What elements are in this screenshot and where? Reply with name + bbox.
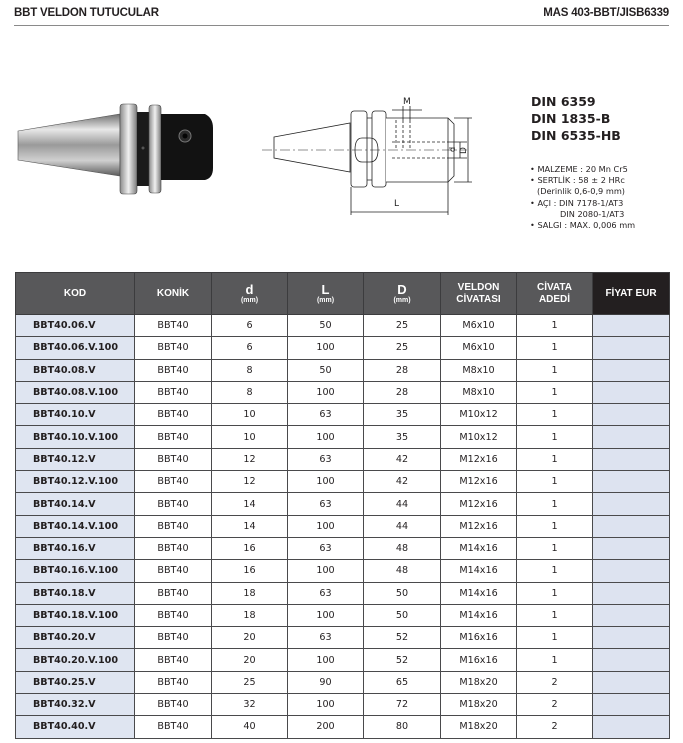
cell-count: 2 (517, 716, 593, 738)
cell-taper: BBT40 (135, 649, 212, 671)
cell-l: 50 (288, 315, 364, 337)
cell-count: 2 (517, 671, 593, 693)
cell-price[interactable] (593, 582, 670, 604)
cell-d-outer: 35 (364, 426, 441, 448)
cell-d-outer: 80 (364, 716, 441, 738)
cell-l: 63 (288, 448, 364, 470)
cell-count: 1 (517, 426, 593, 448)
cell-taper: BBT40 (135, 582, 212, 604)
spec-item-material: • MALZEME : 20 Mn Cr5 (530, 164, 628, 174)
cell-price[interactable] (593, 359, 670, 381)
cell-screw: M14x16 (441, 537, 517, 559)
cell-screw: M16x16 (441, 649, 517, 671)
cell-d-outer: 42 (364, 448, 441, 470)
cell-code: BBT40.25.V (16, 671, 135, 693)
cell-d: 14 (212, 493, 288, 515)
table-row (16, 315, 670, 337)
table-header-row (16, 273, 670, 315)
cell-d-outer: 52 (364, 649, 441, 671)
cell-code: BBT40.14.V (16, 493, 135, 515)
cell-taper: BBT40 (135, 515, 212, 537)
cell-count: 1 (517, 560, 593, 582)
dim-label-d-large: D (459, 147, 469, 154)
cell-d: 20 (212, 649, 288, 671)
cell-screw: M8x10 (441, 359, 517, 381)
cell-price[interactable] (593, 448, 670, 470)
table-row (16, 359, 670, 381)
cell-d-outer: 44 (364, 515, 441, 537)
drawing-taper (274, 123, 350, 172)
cell-taper: BBT40 (135, 471, 212, 493)
flange-1 (120, 104, 137, 194)
cell-count: 1 (517, 537, 593, 559)
flange-2 (149, 105, 161, 193)
cell-l: 63 (288, 627, 364, 649)
cell-code: BBT40.18.V (16, 582, 135, 604)
cell-l: 50 (288, 359, 364, 381)
cell-d: 40 (212, 716, 288, 738)
cell-l: 63 (288, 582, 364, 604)
table-row (16, 716, 670, 738)
cell-price[interactable] (593, 537, 670, 559)
dim-label-m: M (403, 97, 411, 107)
cell-d: 12 (212, 448, 288, 470)
cell-d: 32 (212, 694, 288, 716)
cell-d-outer: 50 (364, 582, 441, 604)
cell-taper: BBT40 (135, 381, 212, 403)
cell-d: 10 (212, 404, 288, 426)
col-header-taper: KONİK (135, 273, 212, 315)
cell-count: 1 (517, 515, 593, 537)
table-row (16, 604, 670, 626)
cell-code: BBT40.16.V (16, 537, 135, 559)
cell-screw: M16x16 (441, 627, 517, 649)
cell-d: 14 (212, 515, 288, 537)
cell-taper: BBT40 (135, 716, 212, 738)
cell-d-outer: 65 (364, 671, 441, 693)
cell-screw: M6x10 (441, 337, 517, 359)
table-row (16, 515, 670, 537)
table-row (16, 671, 670, 693)
cell-code: BBT40.12.V.100 (16, 471, 135, 493)
header-divider (14, 25, 669, 26)
cell-count: 1 (517, 337, 593, 359)
col-header-l: L (mm) (288, 273, 364, 315)
cell-count: 1 (517, 404, 593, 426)
cell-taper: BBT40 (135, 604, 212, 626)
cell-screw: M10x12 (441, 404, 517, 426)
dim-label-d-small: d (448, 146, 457, 152)
cell-d-outer: 35 (364, 404, 441, 426)
cell-screw: M10x12 (441, 426, 517, 448)
technical-drawing (262, 90, 472, 220)
cell-count: 1 (517, 471, 593, 493)
cell-d-outer: 42 (364, 471, 441, 493)
cell-d: 18 (212, 582, 288, 604)
cell-code: BBT40.16.V.100 (16, 560, 135, 582)
cell-screw: M18x20 (441, 694, 517, 716)
standards-list (531, 93, 621, 144)
cell-d-outer: 25 (364, 315, 441, 337)
cell-code: BBT40.20.V.100 (16, 649, 135, 671)
dim-label-l: L (394, 199, 400, 209)
cell-count: 1 (517, 381, 593, 403)
cell-d: 6 (212, 315, 288, 337)
table-row (16, 560, 670, 582)
table-row (16, 426, 670, 448)
cell-d-outer: 72 (364, 694, 441, 716)
cell-screw: M12x16 (441, 448, 517, 470)
cell-l: 100 (288, 471, 364, 493)
cell-screw: M12x16 (441, 515, 517, 537)
cell-taper: BBT40 (135, 537, 212, 559)
drawing-flange-2 (372, 111, 386, 187)
cell-d-outer: 28 (364, 381, 441, 403)
bullet-icon: • (530, 164, 535, 174)
cell-d: 25 (212, 671, 288, 693)
cell-screw: M14x16 (441, 560, 517, 582)
col-header-d: d (mm) (212, 273, 288, 315)
table-row (16, 627, 670, 649)
cell-code: BBT40.32.V (16, 694, 135, 716)
cell-code: BBT40.40.V (16, 716, 135, 738)
cell-code: BBT40.14.V.100 (16, 515, 135, 537)
cell-code: BBT40.10.V.100 (16, 426, 135, 448)
cell-price[interactable] (593, 627, 670, 649)
cell-d-outer: 50 (364, 604, 441, 626)
cell-screw: M14x16 (441, 604, 517, 626)
table-row (16, 337, 670, 359)
cell-screw: M12x16 (441, 471, 517, 493)
cell-code: BBT40.10.V (16, 404, 135, 426)
spec-list (530, 164, 635, 231)
cell-l: 90 (288, 671, 364, 693)
cell-l: 200 (288, 716, 364, 738)
cell-taper: BBT40 (135, 694, 212, 716)
cell-d: 8 (212, 359, 288, 381)
cell-taper: BBT40 (135, 493, 212, 515)
cell-price[interactable] (593, 426, 670, 448)
cell-l: 100 (288, 694, 364, 716)
cell-price[interactable] (593, 315, 670, 337)
col-header-price: FİYAT EUR (593, 273, 670, 315)
cell-price[interactable] (593, 671, 670, 693)
col-header-code: KOD (16, 273, 135, 315)
product-table (15, 272, 670, 739)
cell-price[interactable] (593, 560, 670, 582)
cell-screw: M8x10 (441, 381, 517, 403)
cell-price[interactable] (593, 649, 670, 671)
cell-taper: BBT40 (135, 404, 212, 426)
cell-taper: BBT40 (135, 337, 212, 359)
cell-d: 6 (212, 337, 288, 359)
cell-taper: BBT40 (135, 560, 212, 582)
holder-body (161, 114, 213, 180)
cell-d: 10 (212, 426, 288, 448)
cell-count: 1 (517, 493, 593, 515)
cell-d-outer: 48 (364, 560, 441, 582)
cell-screw: M18x20 (441, 671, 517, 693)
cell-l: 63 (288, 404, 364, 426)
cell-screw: M14x16 (441, 582, 517, 604)
table-row (16, 448, 670, 470)
cell-screw: M6x10 (441, 315, 517, 337)
page-title: BBT VELDON TUTUCULAR (14, 7, 159, 19)
cell-l: 100 (288, 649, 364, 671)
table-row (16, 404, 670, 426)
cell-d: 8 (212, 381, 288, 403)
cell-price[interactable] (593, 515, 670, 537)
cell-l: 63 (288, 493, 364, 515)
cell-price[interactable] (593, 404, 670, 426)
cell-taper: BBT40 (135, 426, 212, 448)
cell-l: 100 (288, 381, 364, 403)
cell-code: BBT40.12.V (16, 448, 135, 470)
cell-d-outer: 25 (364, 337, 441, 359)
standard-item: DIN 6535-HB (531, 128, 621, 143)
cell-taper: BBT40 (135, 359, 212, 381)
table-row (16, 471, 670, 493)
bullet-icon: • (530, 197, 535, 208)
cell-price[interactable] (593, 381, 670, 403)
cell-screw: M18x20 (441, 716, 517, 738)
cell-count: 1 (517, 627, 593, 649)
cell-d: 18 (212, 604, 288, 626)
cell-l: 100 (288, 515, 364, 537)
cell-taper: BBT40 (135, 315, 212, 337)
cell-count: 1 (517, 359, 593, 381)
col-header-screw: VELDON CİVATASI (441, 273, 517, 315)
cell-taper: BBT40 (135, 671, 212, 693)
cell-d-outer: 44 (364, 493, 441, 515)
cell-d-outer: 28 (364, 359, 441, 381)
cell-code: BBT40.08.V.100 (16, 381, 135, 403)
cell-count: 1 (517, 582, 593, 604)
cell-price[interactable] (593, 471, 670, 493)
bullet-icon: • (530, 220, 535, 231)
spec-item-angle-2: DIN 2080-1/AT3 (560, 208, 625, 219)
cell-price[interactable] (593, 604, 670, 626)
cell-price[interactable] (593, 493, 670, 515)
col-header-count: CİVATA ADEDİ (517, 273, 593, 315)
cell-code: BBT40.06.V (16, 315, 135, 337)
cell-d: 16 (212, 560, 288, 582)
cell-count: 2 (517, 694, 593, 716)
cell-code: BBT40.20.V (16, 627, 135, 649)
table-row (16, 582, 670, 604)
cell-d: 12 (212, 471, 288, 493)
cell-code: BBT40.08.V (16, 359, 135, 381)
spec-item-hardness: • SERTLİK : 58 ± 2 HRc (530, 175, 625, 186)
standard-item: DIN 6359 (531, 94, 596, 109)
spec-item-hardness-note: (Derinlik 0,6-0,9 mm) (537, 186, 626, 197)
cell-d-outer: 52 (364, 627, 441, 649)
cell-l: 100 (288, 337, 364, 359)
cell-taper: BBT40 (135, 448, 212, 470)
table-row (16, 694, 670, 716)
cell-d: 20 (212, 627, 288, 649)
cell-price[interactable] (593, 337, 670, 359)
cell-l: 100 (288, 426, 364, 448)
drawing-flange-1 (351, 111, 367, 187)
cell-code: BBT40.06.V.100 (16, 337, 135, 359)
cell-l: 100 (288, 604, 364, 626)
spec-item-runout: • SALGI : MAX. 0,006 mm (530, 220, 636, 231)
cell-l: 63 (288, 537, 364, 559)
bullet-icon: • (530, 175, 535, 186)
taper-shank (18, 114, 120, 176)
tool-holder-photo (15, 98, 215, 198)
table-row (16, 537, 670, 559)
cell-price[interactable] (593, 694, 670, 716)
standard-code: MAS 403-BBT/JISB6339 (543, 7, 669, 19)
table-row (16, 381, 670, 403)
cell-d-outer: 48 (364, 537, 441, 559)
cell-taper: BBT40 (135, 627, 212, 649)
cell-screw: M12x16 (441, 493, 517, 515)
cell-count: 1 (517, 315, 593, 337)
col-header-d-outer: D (mm) (364, 273, 441, 315)
cell-price[interactable] (593, 716, 670, 738)
cell-code: BBT40.18.V.100 (16, 604, 135, 626)
cell-l: 100 (288, 560, 364, 582)
standard-item: DIN 1835-B (531, 111, 611, 126)
cell-count: 1 (517, 448, 593, 470)
spec-item-angle: • AÇI : DIN 7178-1/AT3 (530, 197, 624, 208)
cell-count: 1 (517, 604, 593, 626)
table-row (16, 493, 670, 515)
cell-count: 1 (517, 649, 593, 671)
cell-d: 16 (212, 537, 288, 559)
table-row (16, 649, 670, 671)
